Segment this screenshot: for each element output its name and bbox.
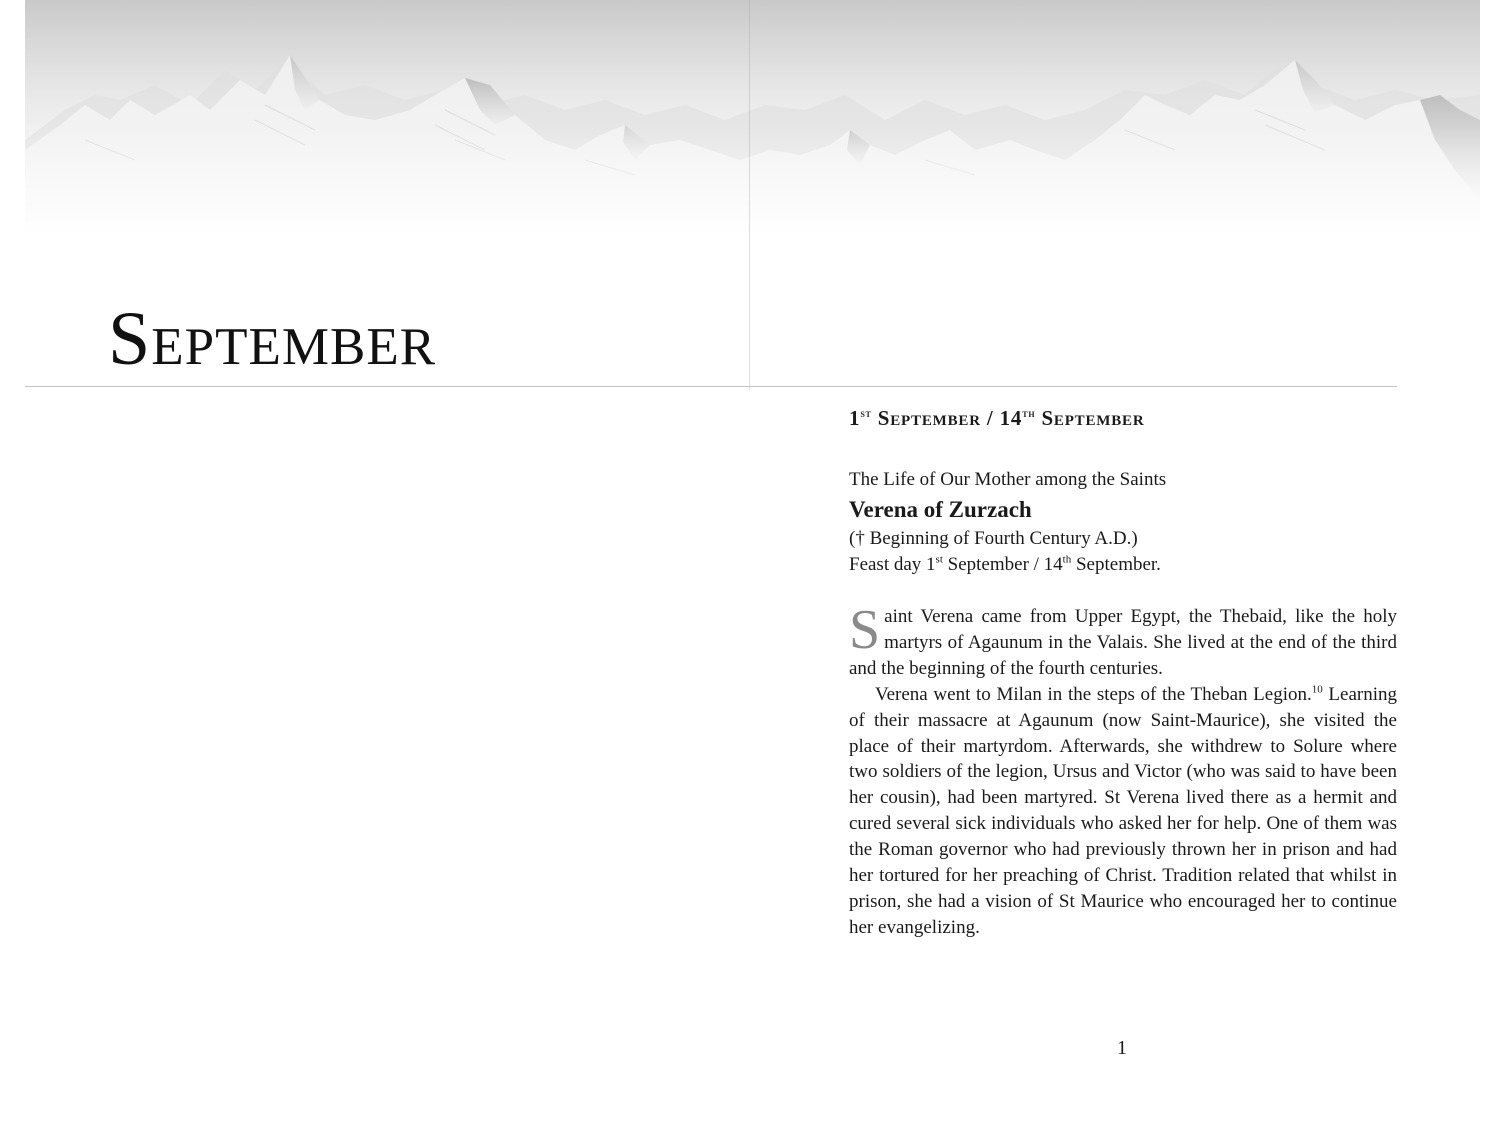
page-spine: [749, 0, 750, 390]
date-heading: [849, 398, 1397, 438]
saint-name: Verena of Zurzach: [849, 497, 1032, 522]
date-day2: 14: [999, 406, 1023, 430]
mountain-banner: [25, 0, 1480, 235]
date-day1-suffix: st: [860, 406, 872, 420]
drop-cap: S: [849, 599, 881, 661]
paragraph-1: [849, 599, 1397, 682]
feast-day: [849, 552, 1397, 578]
entry-column: [849, 398, 1397, 941]
feast-suffix2: th: [1062, 553, 1072, 566]
paragraph-1-text: aint Verena came from Upper Egypt, the Thebaid, like the holy martyrs of Agaunum in the Valais. She lived at the end of the third and the beginning of the fourth centuries.: [849, 606, 1397, 679]
pre-title: The Life of Our Mother among the Saints: [849, 469, 1167, 490]
date-day2-suffix: th: [1022, 406, 1036, 420]
saint-dates: († Beginning of Fourth Century A.D.): [849, 528, 1138, 549]
date-month2: September: [1041, 406, 1145, 430]
paragraph-2: [849, 682, 1397, 941]
paragraph-2-text: Learning of their massacre at Agaunum (now Saint-Maurice), she visited the place of their martyrdom. Afterwards, she withdrew to Solure where two soldiers of the legion, Ursus and Victor (who was said to have been her cousin), had been martyred. St Verena lived there as a hermit and cured several sick individuals who asked her for help. One of them was the Roman governor who had previously thrown her in prison and had her tortured for her preaching of Christ. Tradition related that whilst in prison, she had a vision of St Maurice who encouraged her to continue her evangelizing.: [849, 683, 1397, 938]
feast-prefix: Feast day 1: [849, 554, 936, 575]
feast-end: September.: [1075, 554, 1161, 575]
feast-middle: September / 14: [947, 554, 1063, 575]
body-text: [849, 599, 1397, 941]
month-title: September: [108, 297, 437, 381]
date-day1: 1: [849, 406, 861, 430]
date-separator: /: [986, 406, 994, 430]
footnote-ref[interactable]: 10: [1311, 683, 1323, 696]
page-number: 1: [1117, 1037, 1127, 1059]
feast-suffix1: st: [935, 553, 943, 566]
title-rule: [25, 386, 1397, 387]
date-month1: September: [877, 406, 981, 430]
paragraph-2-start: Verena went to Milan in the steps of the Theban Legion.: [875, 683, 1312, 705]
